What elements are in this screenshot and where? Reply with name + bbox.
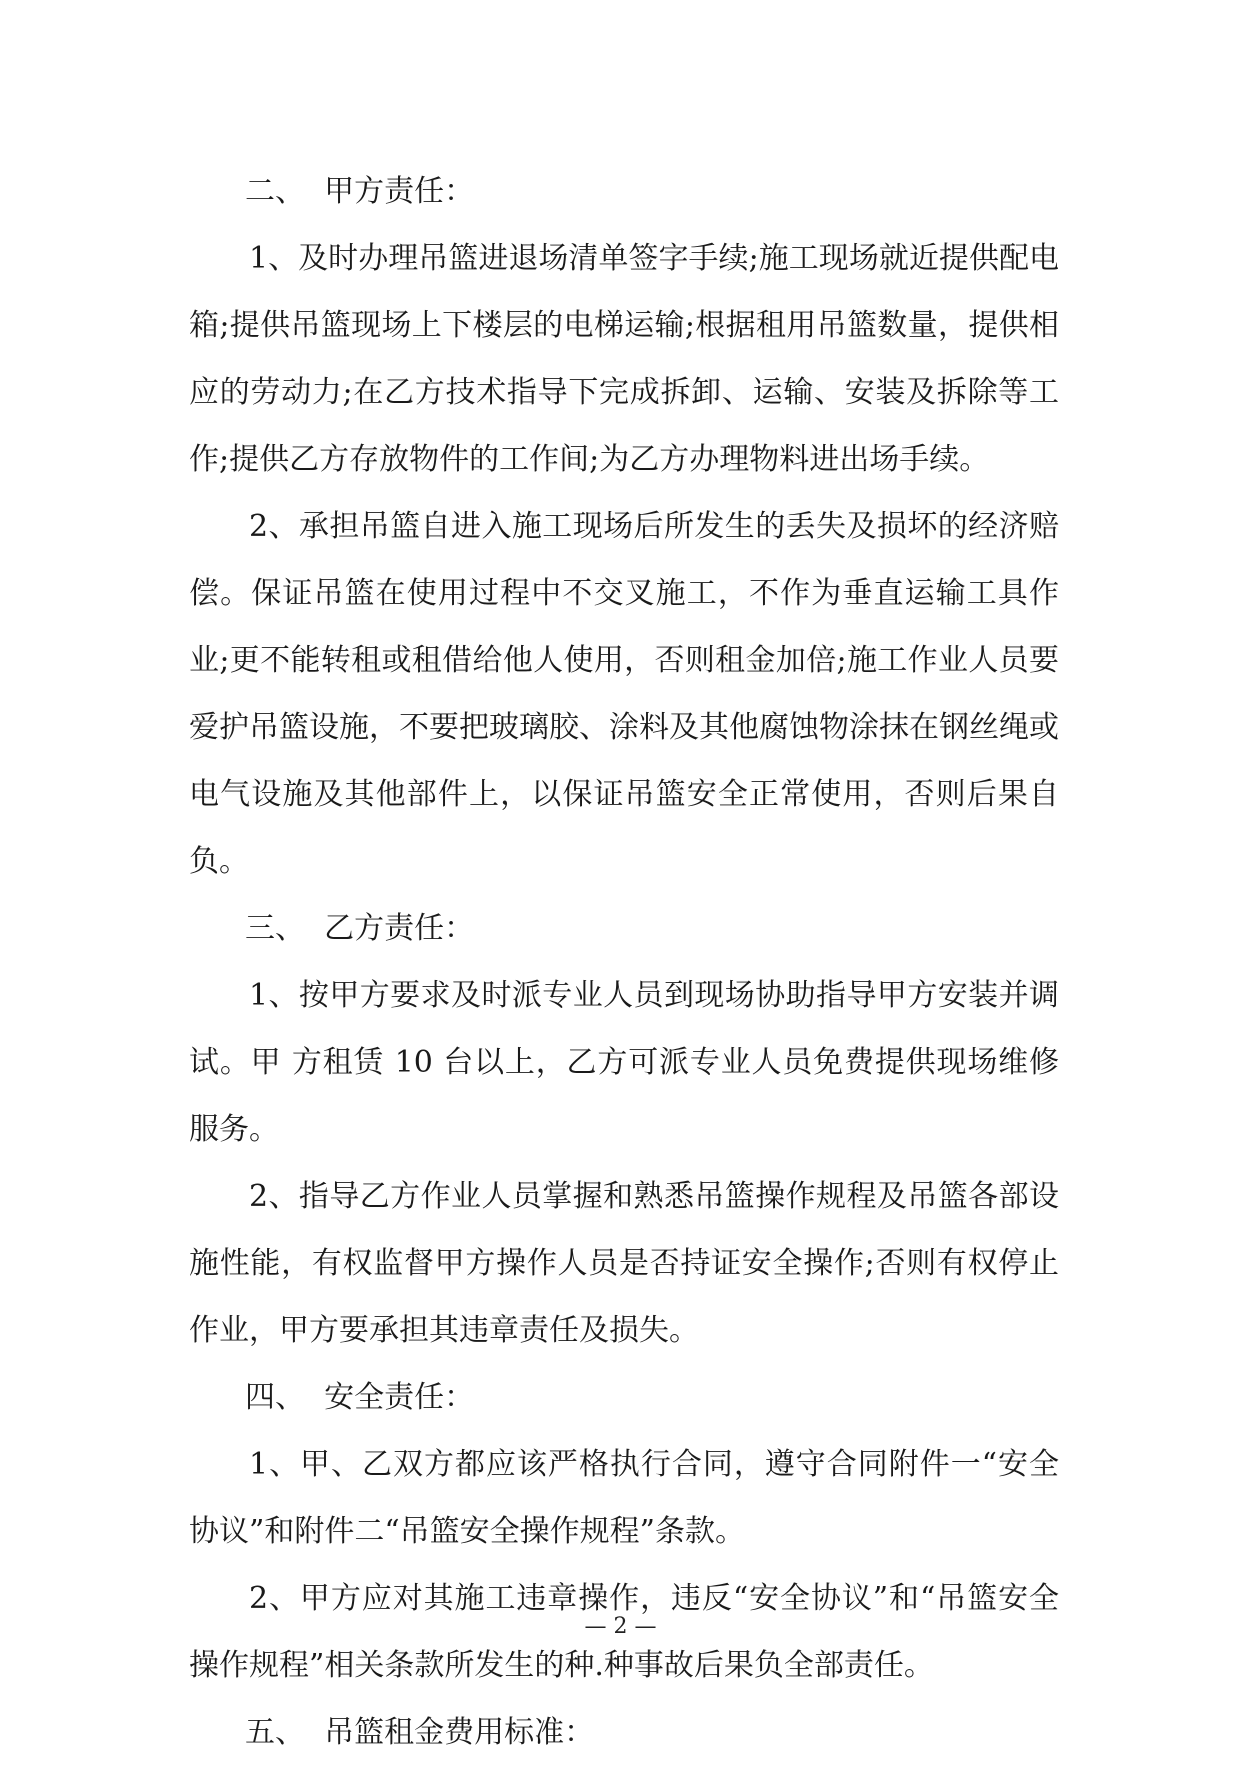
paragraph-party-a-1: 1、及时办理吊篮进退场清单签字手续;施工现场就近提供配电箱;提供吊篮现场上下楼层的电梯运输;根据租用吊篮数量，提供相应的劳动力;在乙方技术指导下完成拆卸、运输、安装及拆除等工作;提供乙方存放物件的工作间;为乙方办理物料进出场手续。	[189, 241, 1059, 477]
section-heading-party-a: 二、 甲方责任：	[245, 174, 475, 209]
section-heading-rental-fee: 五、 吊篮租金费用标准：	[245, 1715, 595, 1750]
paragraph-safety-2: 2、甲方应对其施工违章操作，违反“安全协议”和“吊篮安全操作规程”相关条款所发生的种.种事故后果负全部责任。	[189, 1581, 1059, 1683]
paragraph-party-b-2: 2、指导乙方作业人员掌握和熟悉吊篮操作规程及吊篮各部设施性能，有权监督甲方操作人员是否持证安全操作;否则有权停止作业，甲方要承担其违章责任及损失。	[189, 1179, 1059, 1348]
paragraph-party-b-1: 1、按甲方要求及时派专业人员到现场协助指导甲方安装并调试。甲 方租赁 10 台以上，乙方可派专业人员免费提供现场维修服务。	[189, 978, 1059, 1147]
page-number: — 2 —	[584, 1614, 657, 1639]
paragraph-party-a-2: 2、承担吊篮自进入施工现场后所发生的丢失及损坏的经济赔偿。保证吊篮在使用过程中不交叉施工，不作为垂直运输工具作业;更不能转租或租借给他人使用，否则租金加倍;施工作业人员要爱护吊篮设施，不要把玻璃胶、涂料及其他腐蚀物涂抹在钢丝绳或电气设施及其他部件上，以保证吊篮安全正常使用，否则后果自负。	[189, 509, 1059, 879]
paragraph-safety-1: 1、甲、乙双方都应该严格执行合同，遵守合同附件一“安全协议”和附件二“吊篮安全操作规程”条款。	[189, 1447, 1059, 1549]
section-heading-party-b: 三、 乙方责任：	[245, 911, 475, 946]
document-body	[189, 158, 1059, 1766]
section-heading-safety: 四、 安全责任：	[245, 1380, 475, 1415]
